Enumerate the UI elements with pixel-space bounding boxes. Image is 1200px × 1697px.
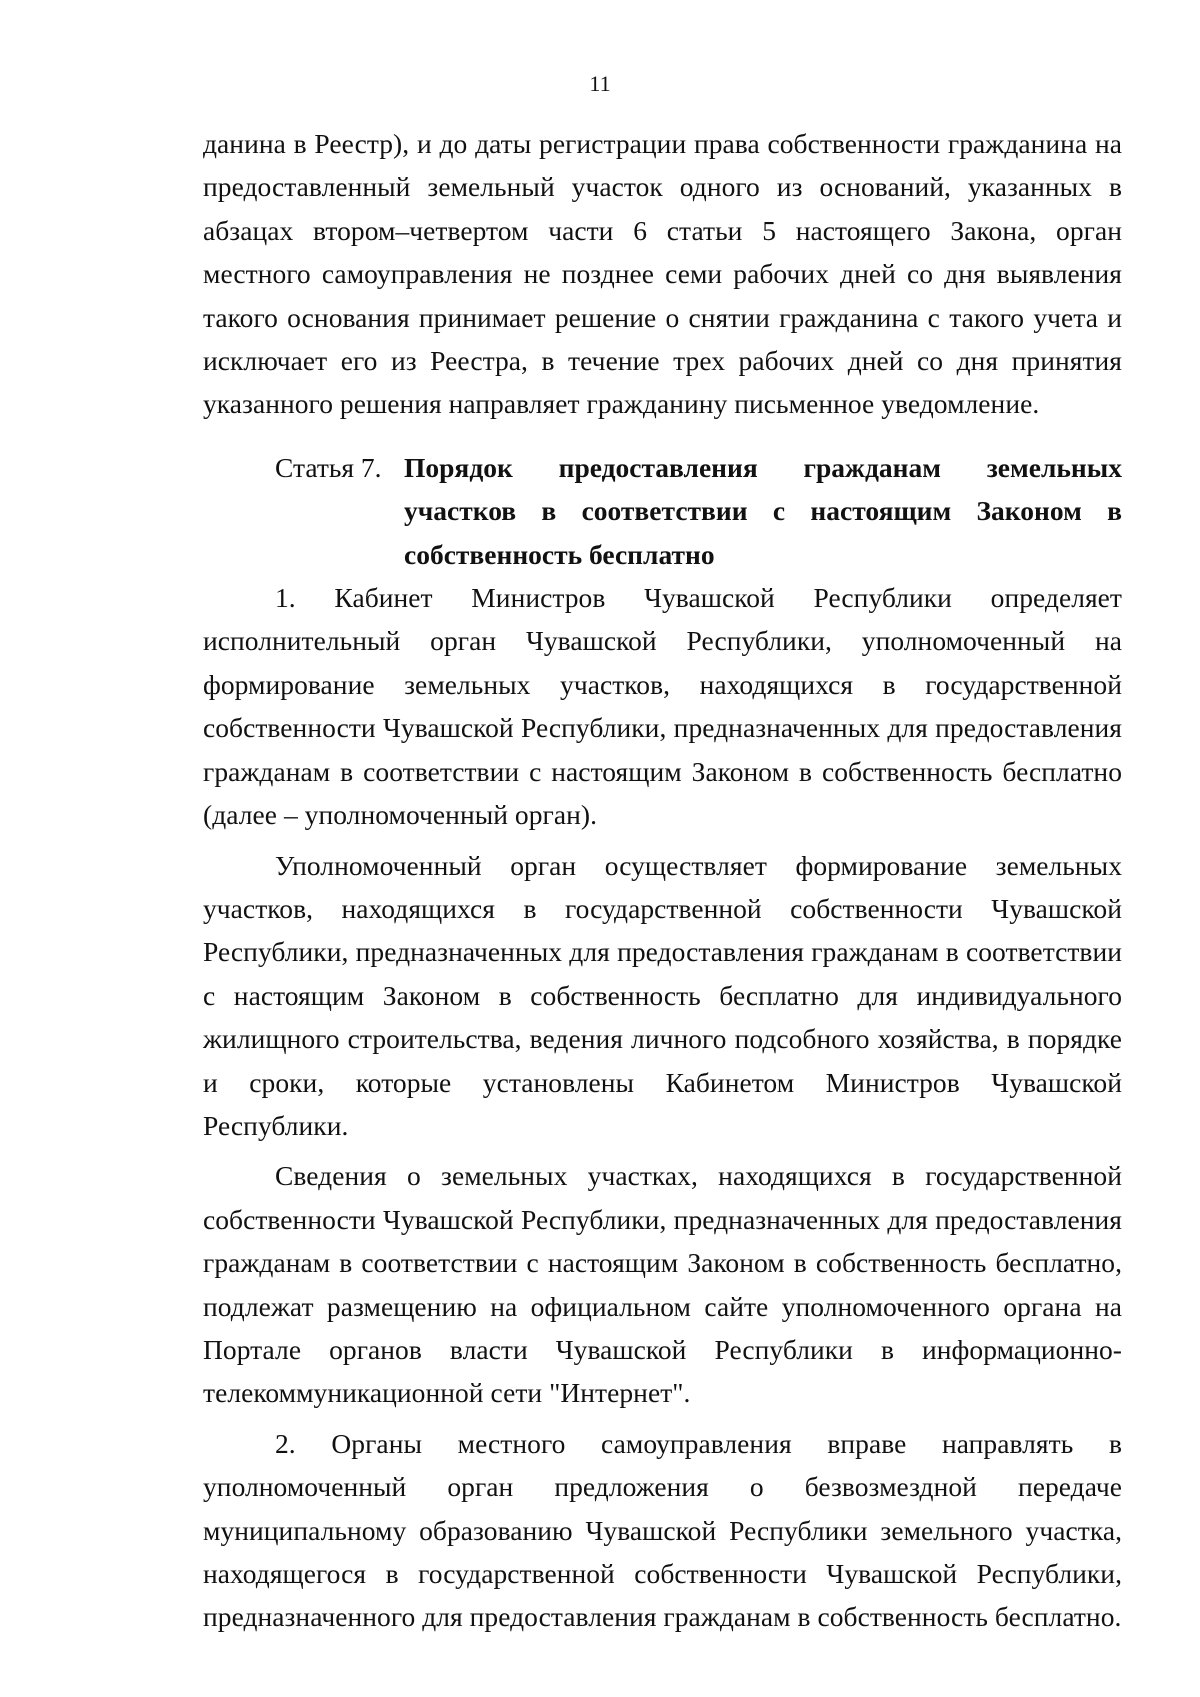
article-label: Статья 7. — [275, 451, 382, 483]
paragraph-3: Сведения о земельных участках, находящихся в государственной собственности Чувашской Республики, предназначенных для предоставления гражданам в соответствии с настоящим Законом в собственность бесплатно, подлежат размещению на официальном сайте уполномоченного органа на Портале органов власти Чувашской Республики в информационно-телекоммуникационной сети "Интернет". — [203, 1160, 1122, 1409]
article-title: Порядок предоставления гражданам земельных участков в соответствии с настоящим Законом в собственность бесплатно — [404, 451, 1122, 570]
paragraph-continuation: данина в Реестр), и до даты регистрации права собственности гражданина на предоставленный земельный участок одного из оснований, указанных в абзацах втором–четвертом части 6 статьи 5 настоящего Закона, орган местного самоуправления не позднее семи рабочих дней со дня выявления такого основания принимает решение о снятии гражданина с такого учета и исключает его из Реестра, в течение трех рабочих дней со дня принятия указанного решения направляет гражданину письменное уведомление. — [203, 128, 1122, 420]
paragraph-2: Уполномоченный орган осуществляет формирование земельных участков, находящихся в государственной собственности Чувашской Республики, предназначенных для предоставления гражданам в соответствии с настоящим Законом в собственность бесплатно для индивидуального жилищного строительства, ведения личного подсобного хозяйства, в порядке и сроки, которые установлены Кабинетом Министров Чувашской Республики. — [203, 849, 1122, 1141]
article-heading — [203, 446, 1122, 576]
paragraph-1: 1. Кабинет Министров Чувашской Республики определяет исполнительный орган Чувашской Республики, уполномоченный на формирование земельных участков, находящихся в государственной собственности Чувашской Республики, предназначенных для предоставления гражданам в соответствии с настоящим Законом в собственность бесплатно (далее – уполномоченный орган). — [203, 582, 1122, 831]
document-body — [203, 122, 1122, 1639]
page-number: 11 — [589, 71, 611, 96]
paragraph-4: 2. Органы местного самоуправления вправе направлять в уполномоченный орган предложения о безвозмездной передаче муниципальному образованию Чувашской Республики земельного участка, находящегося в государственной собственности Чувашской Республики, предназначенного для предоставления гражданам в собственность бесплатно. — [203, 1427, 1122, 1633]
